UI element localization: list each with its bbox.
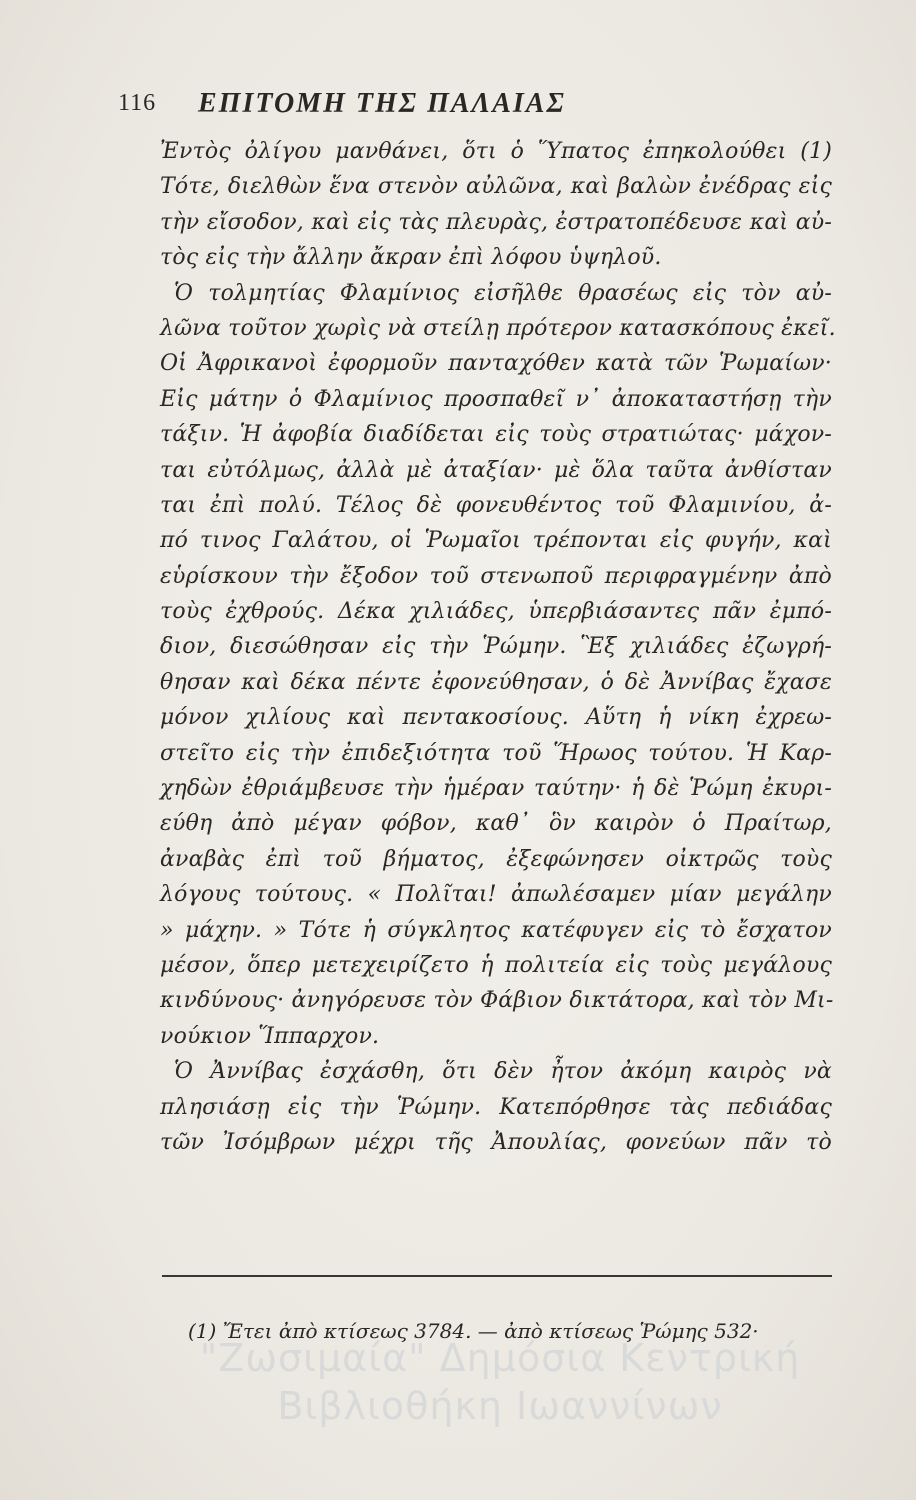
text-line: εὑρίσκουν τὴν ἔξοδον τοῦ στενωποῦ περιφραγμένην ἀπὸ	[160, 563, 832, 589]
footnote: (1) Ἔτει ἀπὸ κτίσεως 3784. — ἀπὸ κτίσεως Ῥώμης 532·	[188, 1319, 759, 1343]
body-text	[160, 134, 836, 1160]
text-line: τάξιν. Ἡ ἀφοβία διαδίδεται εἰς τοὺς στρατιώτας· μάχον-	[160, 422, 832, 448]
text-line: διον, διεσώθησαν εἰς τὴν Ῥώμην. Ἓξ χιλιάδες ἐζωγρή-	[160, 634, 832, 660]
text-line: τὴν εἴσοδον, καὶ εἰς τὰς πλευρὰς, ἐστρατοπέδευσε καὶ αὐ-	[160, 209, 832, 235]
text-line: τῶν Ἰσόμβρων μέχρι τῆς Ἀπουλίας, φονεύων πᾶν τὸ	[160, 1129, 832, 1155]
text-line: » μάχην. » Τότε ἡ σύγκλητος κατέφυγεν εἰς τὸ ἔσχατον	[160, 917, 832, 943]
page-number: 116	[118, 90, 157, 116]
page-header	[112, 86, 828, 122]
text-line: τοὺς ἐχθρούς. Δέκα χιλιάδες, ὑπερβιάσαντες πᾶν ἐμπό-	[160, 599, 832, 625]
footnote-divider	[162, 1275, 832, 1277]
text-line: θησαν καὶ δέκα πέντε ἐφονεύθησαν, ὁ δὲ Ἀννίβας ἔχασε	[160, 669, 832, 695]
text-line: πό τινος Γαλάτου, οἱ Ῥωμαῖοι τρέπονται εἰς φυγήν, καὶ	[160, 528, 832, 554]
library-watermark-line-1: "Ζωσιμαία" Δημόσια Κεντρική	[199, 1336, 801, 1380]
text-line: ται εὐτόλμως, ἀλλὰ μὲ ἀταξίαν· μὲ ὅλα ταῦτα ἀνθίσταν	[160, 457, 832, 483]
text-line: Τότε, διελθὼν ἕνα στενὸν αὐλῶνα, καὶ βαλὼν ἐνέδρας εἰς	[160, 174, 832, 200]
text-line: Εἰς μάτην ὁ Φλαμίνιος προσπαθεῖ ν᾽ ἀποκαταστήσῃ τὴν	[160, 386, 832, 412]
text-line: Ἐντὸς ὀλίγου μανθάνει, ὅτι ὁ Ὕπατος ἐπηκολούθει (1)	[160, 139, 832, 164]
text-line: Ὁ Ἀννίβας ἐσχάσθη, ὅτι δὲν ἦτον ἀκόμη καιρὸς νὰ	[174, 1059, 832, 1085]
text-line: ἀναβὰς ἐπὶ τοῦ βήματος, ἐξεφώνησεν οἰκτρῶς τοὺς	[160, 846, 832, 872]
text-line: τὸς εἰς τὴν ἄλλην ἄκραν ἐπὶ λόφου ὑψηλοῦ.	[160, 245, 662, 271]
text-line: χηδὼν ἐθριάμβευσε τὴν ἡμέραν ταύτην· ἡ δὲ Ῥώμη ἐκυρι-	[160, 776, 832, 802]
text-line: μόνον χιλίους καὶ πεντακοσίους. Αὕτη ἡ νίκη ἐχρεω-	[160, 705, 832, 731]
library-watermark-line-2: Βιβλιοθήκη Ιωαννίνων	[277, 1384, 723, 1428]
text-line: λῶνα τοῦτον χωρὶς νὰ στείλῃ πρότερον κατασκόπους ἐκεῖ.	[160, 315, 836, 341]
text-line: Οἱ Ἀφρικανοὶ ἐφορμοῦν πανταχόθεν κατὰ τῶν Ῥωμαίων·	[160, 351, 832, 377]
text-line: μέσον, ὅπερ μετεχειρίζετο ἡ πολιτεία εἰς τοὺς μεγάλους	[160, 952, 832, 978]
text-line: πλησιάσῃ εἰς τὴν Ῥώμην. Κατεπόρθησε τὰς πεδιάδας	[160, 1094, 832, 1120]
text-line: ται ἐπὶ πολύ. Τέλος δὲ φονευθέντος τοῦ Φλαμινίου, ἀ-	[160, 492, 832, 518]
text-line: Ὁ τολμητίας Φλαμίνιος εἰσῆλθε θρασέως εἰς τὸν αὐ-	[174, 280, 832, 306]
text-line: εύθη ἀπὸ μέγαν φόβον, καθ᾽ ὃν καιρὸν ὁ Πραίτωρ,	[160, 811, 832, 837]
text-line: κινδύνους· ἀνηγόρευσε τὸν Φάβιον δικτάτορα, καὶ τὸν Μι-	[160, 988, 834, 1014]
text-line: λόγους τούτους. « Πολῖται! ἀπωλέσαμεν μίαν μεγάλην	[160, 882, 832, 908]
text-line: στεῖτο εἰς τὴν ἐπιδεξιότητα τοῦ Ἥρωος τούτου. Ἡ Καρ-	[160, 740, 832, 766]
running-head: ΕΠΙΤΟΜΗ ΤΗΣ ΠΑΛΑΙΑΣ	[198, 88, 566, 119]
text-line: νούκιον Ἵππαρχον.	[160, 1023, 380, 1049]
